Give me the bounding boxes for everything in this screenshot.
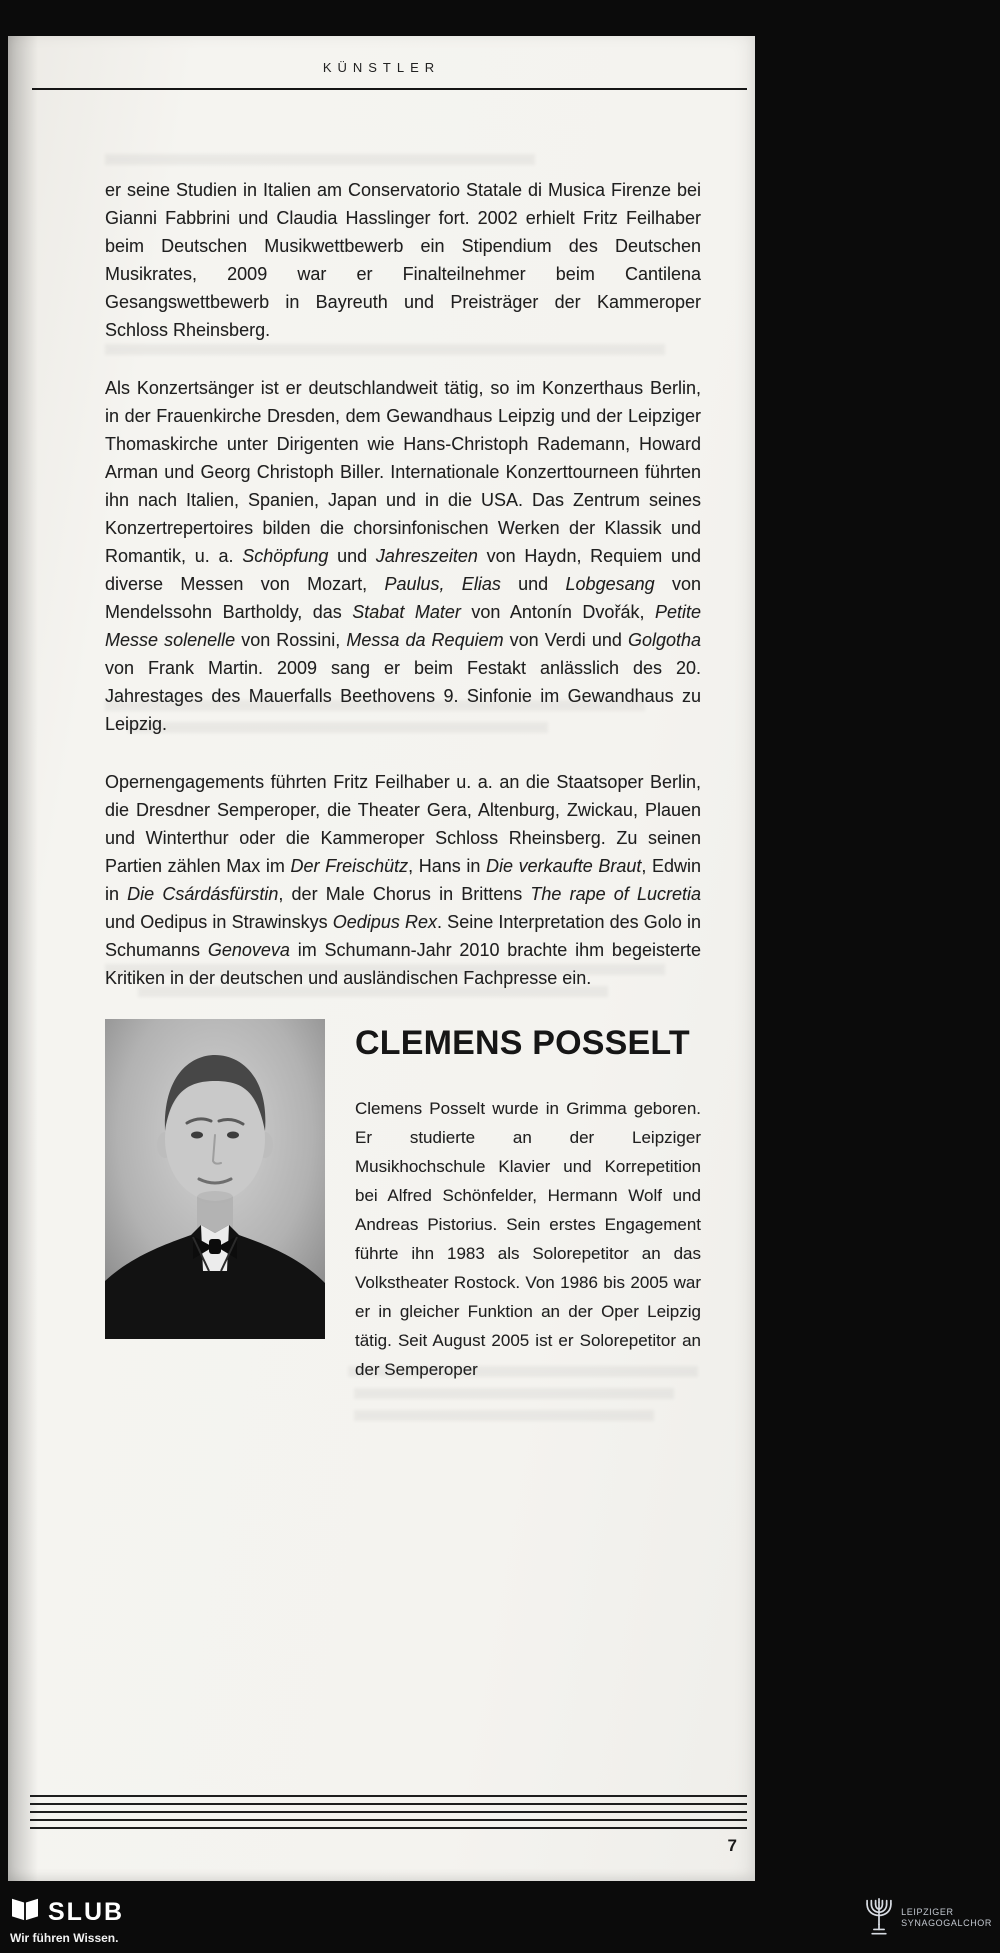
slub-wordmark: SLUB [48,1897,125,1926]
header-rule [32,88,747,90]
footer-staff-lines [30,1795,747,1835]
staff-line [30,1819,747,1821]
portrait-photo-graphic [105,1019,325,1339]
portrait-photo [105,1019,325,1339]
paragraph-studies: er seine Studien in Italien am Conservatorio Statale di Musica Firenze bei Gianni Fabbrini und Claudia Hasslinger fort. 2002 erhielt Fritz Feilhaber beim Deutschen Musikwettbewerb ein Stipendium des Deutschen Musikrates, 2009 war er Finalteilnehmer beim Cantilena Gesangswettbewerb in Bayreuth und Preisträger der Kammeroper Schloss Rheinsberg. [105,180,701,340]
synagogalchor-logo [862,1890,992,1945]
article-body [105,176,701,1022]
page-header: KÜNSTLER [322,60,441,75]
bleed-through [105,154,535,165]
slub-tagline: Wir führen Wissen. [10,1931,119,1945]
paragraph-concert-career: Als Konzertsänger ist er deutschlandweit tätig, so im Konzerthaus Berlin, in der Frauenkirche Dresden, dem Gewandhaus Leipzig und der Leipziger Thomaskirche unter Dirigenten wie Hans-Christoph Rademann, Howard Arman und Georg Christoph Biller. Internationale Konzerttourneen führten ihn nach Italien, Spanien, Japan und in die USA. Das Zentrum seines Konzertrepertoires bilden die chorsinfonischen Werken der Klassik und Romantik, u. a. Schöpfung und Jahreszeiten von Haydn, Requiem und diverse Messen von Mozart, Paulus, Elias und Lobgesang von Mendelssohn Bartholdy, das Stabat Mater von Antonín Dvořák, Petite Messe solenelle von Rossini, Messa da Requiem von Verdi und Golgotha von Frank Martin. 2009 sang er beim Festakt anlässlich des 20. Jahrestages des Mauerfalls Beethovens 9. Sinfonie im Gewandhaus zu Leipzig. [105,378,701,734]
bleed-through [354,1388,674,1399]
choir-name-line2: SYNAGOGALCHOR [901,1917,992,1928]
bleed-through [354,1410,654,1421]
paragraph-opera-career: Opernengagements führten Fritz Feilhaber u. a. an die Staatsoper Berlin, die Dresdner Semperoper, die Theater Gera, Altenburg, Zwickau, Plauen und Winterthur oder die Kammeroper Schloss Rheinsberg. Zu seinen Partien zählen Max im Der Freischütz, Hans in Die verkaufte Braut, Edwin in Die Csárdásfürstin, der Male Chorus in Brittens The rape of Lucretia und Oedipus in Strawinskys Oedipus Rex. Seine Interpretation des Golo in Schumanns Genoveva im Schumann-Jahr 2010 brachte ihm begeisterte Kritiken in der deutschen und ausländischen Fachpresse ein. [105,772,702,988]
staff-line [30,1803,747,1805]
page-number: 7 [727,1836,737,1855]
staff-line [30,1827,747,1829]
menorah-icon [862,1890,896,1945]
artist-bio: Clemens Posselt wurde in Grimma geboren. Er studierte an der Leipziger Musikhochschule Klavier und Korrepetition bei Alfred Schönfelder, Hermann Wolf und Andreas Pistorius. Sein erstes Engagement führte ihn 1983 als Solorepetitor an das Volkstheater Rostock. Von 1986 bis 2005 war er in gleicher Funktion an der Oper Leipzig tätig. Seit August 2005 ist er Solorepetitor an der Semperoper [355,1099,701,1379]
booklet-page [8,36,755,1881]
page-gutter-shadow [8,36,38,1881]
staff-line [30,1795,747,1797]
slub-logo [10,1896,124,1945]
staff-line [30,1811,747,1813]
slub-book-icon [10,1896,40,1927]
artist-name-heading: CLEMENS POSSELT [355,1024,690,1062]
choir-name-line1: LEIPZIGER [901,1906,954,1917]
